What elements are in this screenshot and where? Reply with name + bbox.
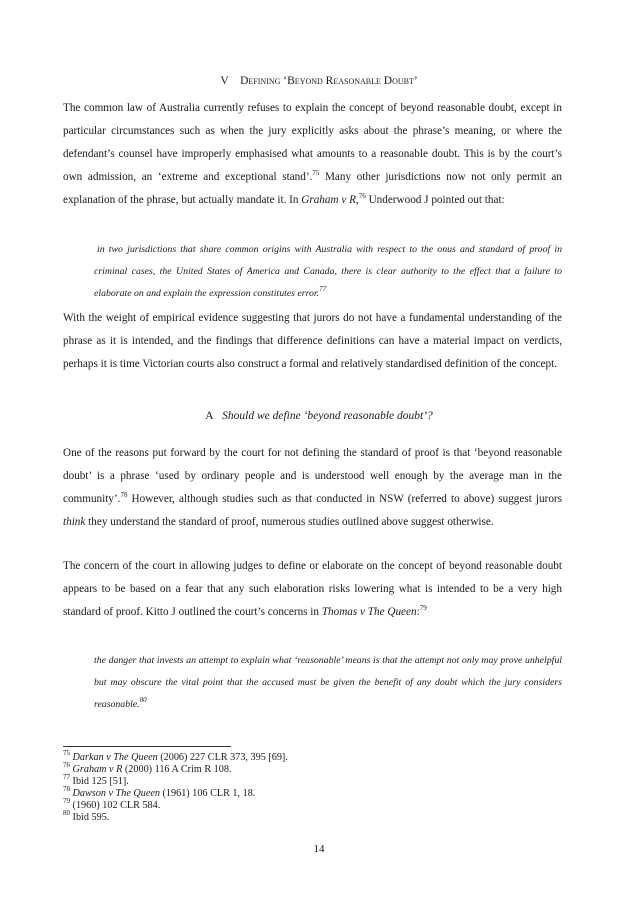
case-name: Graham v R: [301, 194, 356, 206]
text-run: Underwood J pointed out that:: [365, 194, 505, 206]
paragraph-3: [63, 442, 562, 534]
footnote-reference: 78: [63, 785, 70, 793]
case-name: Thomas v The Queen: [321, 606, 417, 618]
page-number: 14: [313, 843, 325, 855]
subheading-title: Should we define ‘beyond reasonable doubt’?: [222, 410, 433, 422]
text-run: Ibid 595.: [70, 812, 110, 823]
footnote-reference: 75: [63, 749, 70, 757]
footnote-75: [63, 749, 562, 764]
footnote-reference: 77: [63, 773, 70, 781]
paragraph-4: [63, 555, 562, 624]
paragraph-2: [63, 307, 562, 376]
footnote-reference: 77: [319, 285, 327, 293]
footnote-divider: [63, 746, 231, 747]
footnote-reference: 79: [419, 604, 427, 612]
text-run: One of the reasons put forward by the court for not defining the standard of proof is that ‘beyond reasonable doubt’ is a phrase ‘used by ordinary people and is understood well enough by the average man in the community’.: [63, 447, 562, 505]
section-heading: [63, 75, 575, 87]
text-run: (2000) 116 A Crim R 108.: [122, 764, 232, 775]
text-run: (1960) 102 CLR 584.: [70, 800, 161, 811]
text-run: The common law of Australia currently refuses to explain the concept of beyond reasonable doubt, except in particular circumstances such as when the jury explicitly asks about the phrase’s meaning, or where the defendant’s counsel have improperly emphasised what amounts to a reasonable doubt. This is by the court’s own admission, an ‘extreme and exceptional stand’.: [63, 102, 562, 183]
text-run: The concern of the court in allowing judges to define or elaborate on the concept of beyond reasonable doubt appears to be based on a fear that any such elaboration risks lowering what is intended to be a very high standard of proof. Kitto J outlined the court’s concerns in: [63, 560, 562, 618]
text-run: ,: [355, 194, 359, 206]
section-numeral: V: [220, 75, 229, 87]
footnote-reference: 78: [120, 491, 128, 499]
case-name: think: [63, 516, 86, 528]
text-run: Ibid 125 [51].: [70, 776, 129, 787]
subheading-letter: A: [205, 410, 214, 422]
section-title: Defining ‘Beyond Reasonable Doubt’: [240, 75, 418, 87]
footnote-reference: 80: [139, 696, 147, 704]
text-run: With the weight of empirical evidence suggesting that jurors do not have a fundamental understanding of the phrase as it is intended, and the findings that difference definitions can have a material impact on verdicts, perhaps it is time Victorian courts also construct a formal and relatively standardised definition of the concept.: [63, 312, 562, 370]
footnote-80: [63, 809, 562, 824]
block-quote-2: [94, 650, 562, 716]
text-run: However, although studies such as that conducted in NSW (referred to above) suggest jurors: [127, 493, 562, 505]
footnote-reference: 76: [63, 761, 70, 769]
footnote-reference: 75: [312, 169, 320, 177]
paragraph-1: [63, 97, 562, 212]
case-name: Graham v R: [72, 764, 123, 775]
footnote-reference: 80: [63, 809, 70, 817]
footnote-reference: 79: [63, 797, 70, 805]
text-run: they understand the standard of proof, numerous studies outlined above suggest otherwise.: [85, 516, 494, 528]
footnotes: [63, 749, 562, 824]
text-run: (1961) 106 CLR 1, 18.: [159, 788, 256, 799]
block-quote-1: [94, 239, 562, 305]
footnote-reference: 76: [358, 192, 366, 200]
case-name: Dawson v The Queen: [72, 788, 160, 799]
text-run: the danger that invests an attempt to explain what ‘reasonable’ means is that the attempt not only may prove unhelpful but may obscure the vital point that the accused must be given the benefit of any doubt which the jury considers reasonable.: [94, 655, 562, 710]
footnote-76: [63, 761, 562, 776]
footnote-77: [63, 773, 562, 788]
text-run: (2006) 227 CLR 373, 395 [69].: [157, 752, 288, 763]
footnote-78: [63, 785, 562, 800]
subheading: [63, 410, 575, 422]
case-name: Darkan v The Queen: [72, 752, 158, 763]
text-run: Many other jurisdictions now not only permit an explanation of the phrase, but actually mandate it. In: [63, 171, 562, 206]
text-run: :: [416, 606, 420, 618]
footnote-79: [63, 797, 562, 812]
text-run: in two jurisdictions that share common origins with Australia with respect to the onus and standard of proof in criminal cases, the United States of America and Canada, there is clear authority to the effect that a failure to elaborate on and explain the expression constitutes error.: [94, 244, 562, 299]
